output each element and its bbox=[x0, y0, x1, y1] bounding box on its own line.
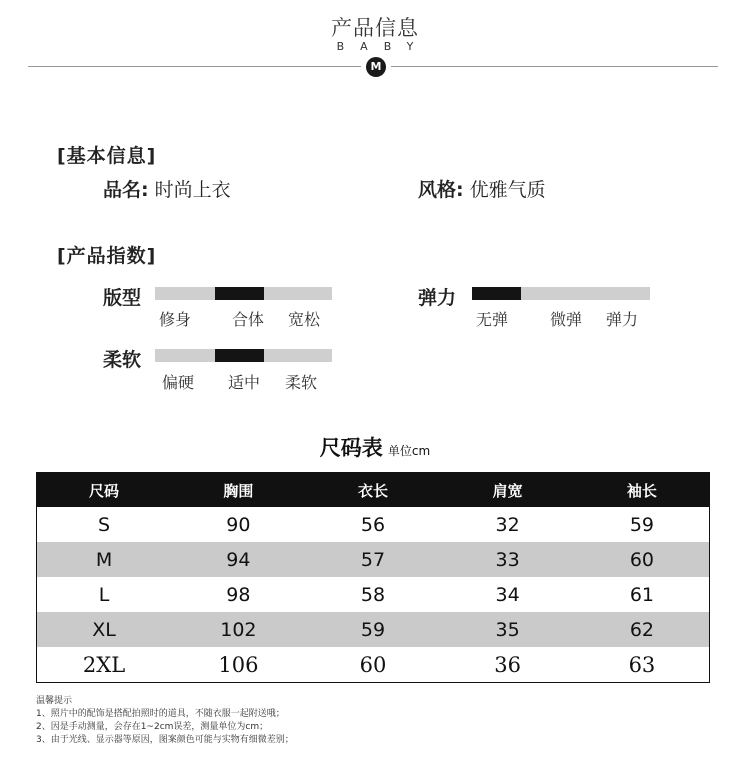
size-table-heading: 尺码表 bbox=[319, 436, 383, 460]
product-name-label: 品名: bbox=[103, 179, 149, 201]
cell-chest: 94 bbox=[171, 542, 306, 577]
cell-sleeve: 60 bbox=[575, 542, 710, 577]
basic-info-heading: [基本信息] bbox=[57, 145, 157, 167]
product-style-label: 风格: bbox=[418, 179, 464, 201]
elasticity-bar-indicator bbox=[472, 287, 521, 300]
size-table-header-row bbox=[37, 473, 710, 508]
product-style-value: 优雅气质 bbox=[469, 179, 546, 201]
cell-shoulder: 36 bbox=[494, 652, 521, 677]
softness-label: 柔软 bbox=[103, 349, 142, 371]
product-name bbox=[103, 175, 231, 202]
elasticity-tick-3: 弹力 bbox=[606, 310, 639, 329]
fit-bar-indicator bbox=[215, 287, 264, 300]
cell-length: 60 bbox=[359, 652, 387, 677]
softness-tick-2: 适中 bbox=[228, 373, 261, 392]
cell-size: 2XL bbox=[82, 652, 126, 677]
fit-label: 版型 bbox=[103, 287, 142, 309]
page-title: 产品信息 bbox=[331, 16, 419, 40]
m-badge-icon: M bbox=[366, 57, 386, 77]
elasticity-tick-1: 无弹 bbox=[476, 310, 509, 329]
cell-shoulder: 33 bbox=[440, 542, 575, 577]
notes-block bbox=[36, 695, 294, 747]
header-shoulder: 肩宽 bbox=[440, 473, 575, 508]
cell-length: 57 bbox=[306, 542, 441, 577]
page-subtitle: BABY bbox=[336, 40, 430, 53]
header-sleeve: 袖长 bbox=[575, 473, 710, 508]
elasticity-tick-2: 微弹 bbox=[550, 310, 583, 329]
cell-size: L bbox=[98, 583, 110, 606]
fit-tick-2: 合体 bbox=[232, 310, 265, 329]
cell-size: M bbox=[37, 542, 172, 577]
elasticity-bar bbox=[472, 287, 650, 300]
table-row bbox=[37, 577, 710, 612]
size-table-unit: 单位cm bbox=[387, 444, 431, 458]
softness-tick-3: 柔软 bbox=[285, 373, 318, 392]
cell-shoulder: 32 bbox=[495, 513, 520, 536]
cell-size: S bbox=[98, 513, 111, 536]
table-row bbox=[37, 507, 710, 542]
cell-sleeve: 63 bbox=[628, 652, 656, 677]
header-length: 衣长 bbox=[306, 473, 441, 508]
cell-chest: 106 bbox=[218, 652, 259, 677]
size-table bbox=[36, 472, 710, 683]
cell-length: 58 bbox=[360, 583, 386, 606]
fit-bar bbox=[155, 287, 332, 300]
cell-length: 59 bbox=[306, 612, 441, 647]
note-item: 2、因是手动测量，会存在1~2cm误差，测量单位为cm； bbox=[36, 722, 269, 732]
table-row bbox=[37, 647, 710, 683]
notes-title: 温馨提示 bbox=[36, 696, 73, 706]
header-chest: 胸围 bbox=[171, 473, 306, 508]
fit-tick-1: 修身 bbox=[159, 310, 192, 329]
table-row bbox=[37, 612, 710, 647]
cell-chest: 102 bbox=[171, 612, 306, 647]
cell-sleeve: 62 bbox=[575, 612, 710, 647]
indices-heading: [产品指数] bbox=[57, 245, 157, 267]
cell-sleeve: 59 bbox=[629, 513, 655, 536]
cell-length: 56 bbox=[360, 513, 386, 536]
cell-size: XL bbox=[37, 612, 172, 647]
table-row bbox=[37, 542, 710, 577]
size-table-title bbox=[0, 432, 750, 462]
note-item: 1、照片中的配饰是搭配拍照时的道具，不随衣服一起附送哦； bbox=[36, 709, 285, 719]
header-size: 尺码 bbox=[37, 473, 172, 508]
cell-chest: 90 bbox=[226, 513, 251, 536]
note-item: 3、由于光线、显示器等原因，图案颜色可能与实物有细微差别； bbox=[36, 735, 294, 745]
elasticity-label: 弹力 bbox=[418, 287, 457, 309]
product-style bbox=[418, 175, 546, 202]
cell-shoulder: 35 bbox=[440, 612, 575, 647]
cell-sleeve: 61 bbox=[629, 583, 655, 606]
fit-tick-3: 宽松 bbox=[288, 310, 321, 329]
softness-bar bbox=[155, 349, 332, 362]
cell-shoulder: 34 bbox=[495, 583, 520, 606]
cell-chest: 98 bbox=[226, 583, 251, 606]
softness-tick-1: 偏硬 bbox=[162, 373, 195, 392]
softness-bar-indicator bbox=[215, 349, 264, 362]
product-name-value: 时尚上衣 bbox=[154, 179, 231, 201]
